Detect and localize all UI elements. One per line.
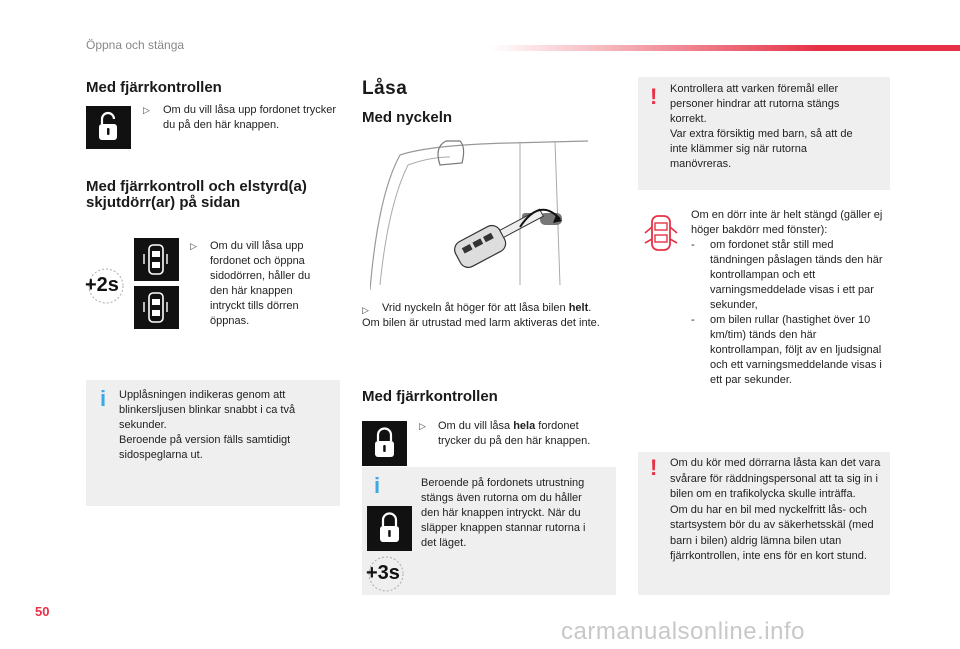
remote-lock-bold: hela [513,420,536,432]
sliding-door-text: Om du vill låsa upp fordonet och öppna sidodörren, håller du den här knappen intryckt tills dörren öppnas. [210,240,311,327]
key-text-bold: helt [568,302,589,314]
heading-lock: Låsa [362,78,408,99]
key-text-pre: Vrid nyckeln åt höger för att låsa bilen [382,302,569,314]
info-box-windows [362,467,616,595]
warning-icon: ! [650,455,658,480]
warning-icon: ! [650,84,658,109]
timer-label: +2s [85,274,119,296]
info-box-unlock [86,380,340,506]
door-open-intro: Om en dörr inte är helt stängd (gäller ej höger bakdörr med fönster): [691,209,883,236]
header-line [490,45,960,51]
key-lock-text [362,301,620,331]
heading-remote-unlock: Med fjärrkontrollen [86,79,222,96]
remote-unlock-text: Om du vill låsa upp fordonet trycker du på den här knappen. [163,104,337,131]
page-number: 50 [35,604,50,619]
bullet-icon: ▷ [362,305,369,315]
sliding-door-icon [134,286,179,329]
lock-button-illustration [367,506,412,551]
heading-with-key: Med nyckeln [362,109,453,126]
door-open-warning-icon [643,213,679,253]
lock-icon [367,506,412,551]
heading-sliding-line1: Med fjärrkontroll och elstyrd(a) [86,178,307,195]
info-unlock-text: Upplåsningen indikeras genom att blinkersljusen blinkar snabbt i ca två sekunder. Beroende på version fälls samtidigt sidospeglarna ut. [119,389,296,461]
warning-box-locked-driving [638,452,890,595]
sliding-door-icon [134,238,179,281]
warning-box-windows [638,77,890,190]
bullet-icon: ▷ [143,105,150,115]
sliding-door-button-1 [134,238,179,281]
lock-icon [362,421,407,466]
heading-sliding-door [86,178,307,211]
remote-lock-text [438,419,613,449]
warning-locked-text: Om du kör med dörrarna låsta kan det vara svårare för räddningspersonal att ta sig in i bilen om en trafikolycka skulle inträffa. Om du har en bil med nyckelfritt lås- och startsystem bör du av säkerhetsskäl (med barn i bilen) aldrig lämna bilen utan fjärrkontrollen, inte ens för en kort stund. [670,457,881,562]
section-title: Öppna och stänga [86,38,185,52]
list-item: - om bilen rullar (hastighet över 10 km/tim) tänds den här kontrollampan, följt av en ljudsignal och ett varningsmeddelande visas i ett par sekunder. [691,314,882,386]
timer-icon [85,265,127,307]
door-item-1: om fordonet står still med tändningen påslagen tänds den här kontrollampan och ett varningsmeddelade visas i ett par sekunder, [710,239,883,311]
heading-sliding-line2: skjutdörr(ar) på sidan [86,194,241,211]
bullet-icon: ▷ [190,241,197,251]
list-item: - om fordonet står still med tändningen påslagen tänds den här kontrollampan och ett varningsmeddelade visas i ett par sekunder, [691,239,883,311]
unlock-icon [86,106,131,149]
warning-windows-text: Kontrollera att varken föremål eller personer hindrar att rutorna stängs korrekt. Var extra försiktig med barn, så att de inte klämmer sig när rutorna manövreras. [670,83,853,170]
remote-lock-pre: Om du vill låsa [438,420,514,432]
watermark: carmanualsonline.info [561,618,805,645]
info-icon: i [374,473,381,498]
key-text-post: . Om bilen är utrustad med larm aktiveras det inte. [362,302,600,329]
sliding-door-button-2 [134,286,179,329]
door-open-list [691,238,889,388]
lock-button-illustration [362,421,407,466]
unlock-button-illustration [86,106,131,149]
timer-icon [365,553,407,595]
info-icon: i [100,386,107,411]
heading-remote-lock: Med fjärrkontrollen [362,388,498,405]
door-item-2: om bilen rullar (hastighet över 10 km/tim) tänds den här kontrollampan, följt av en ljudsignal och ett varningsmeddelande visas i ett par sekunder. [710,314,882,386]
info-windows-text: Beroende på fordonets utrustning stängs även rutorna om du håller den här knappen intryckt. När du släpper knappen stannar rutorna i det läget. [421,477,586,549]
remote-lock-post: fordonet trycker du på den här knappen. [438,420,591,447]
timer-label: +3s [366,562,400,584]
bullet-icon: ▷ [419,421,426,431]
key-lock-illustration [370,135,588,295]
